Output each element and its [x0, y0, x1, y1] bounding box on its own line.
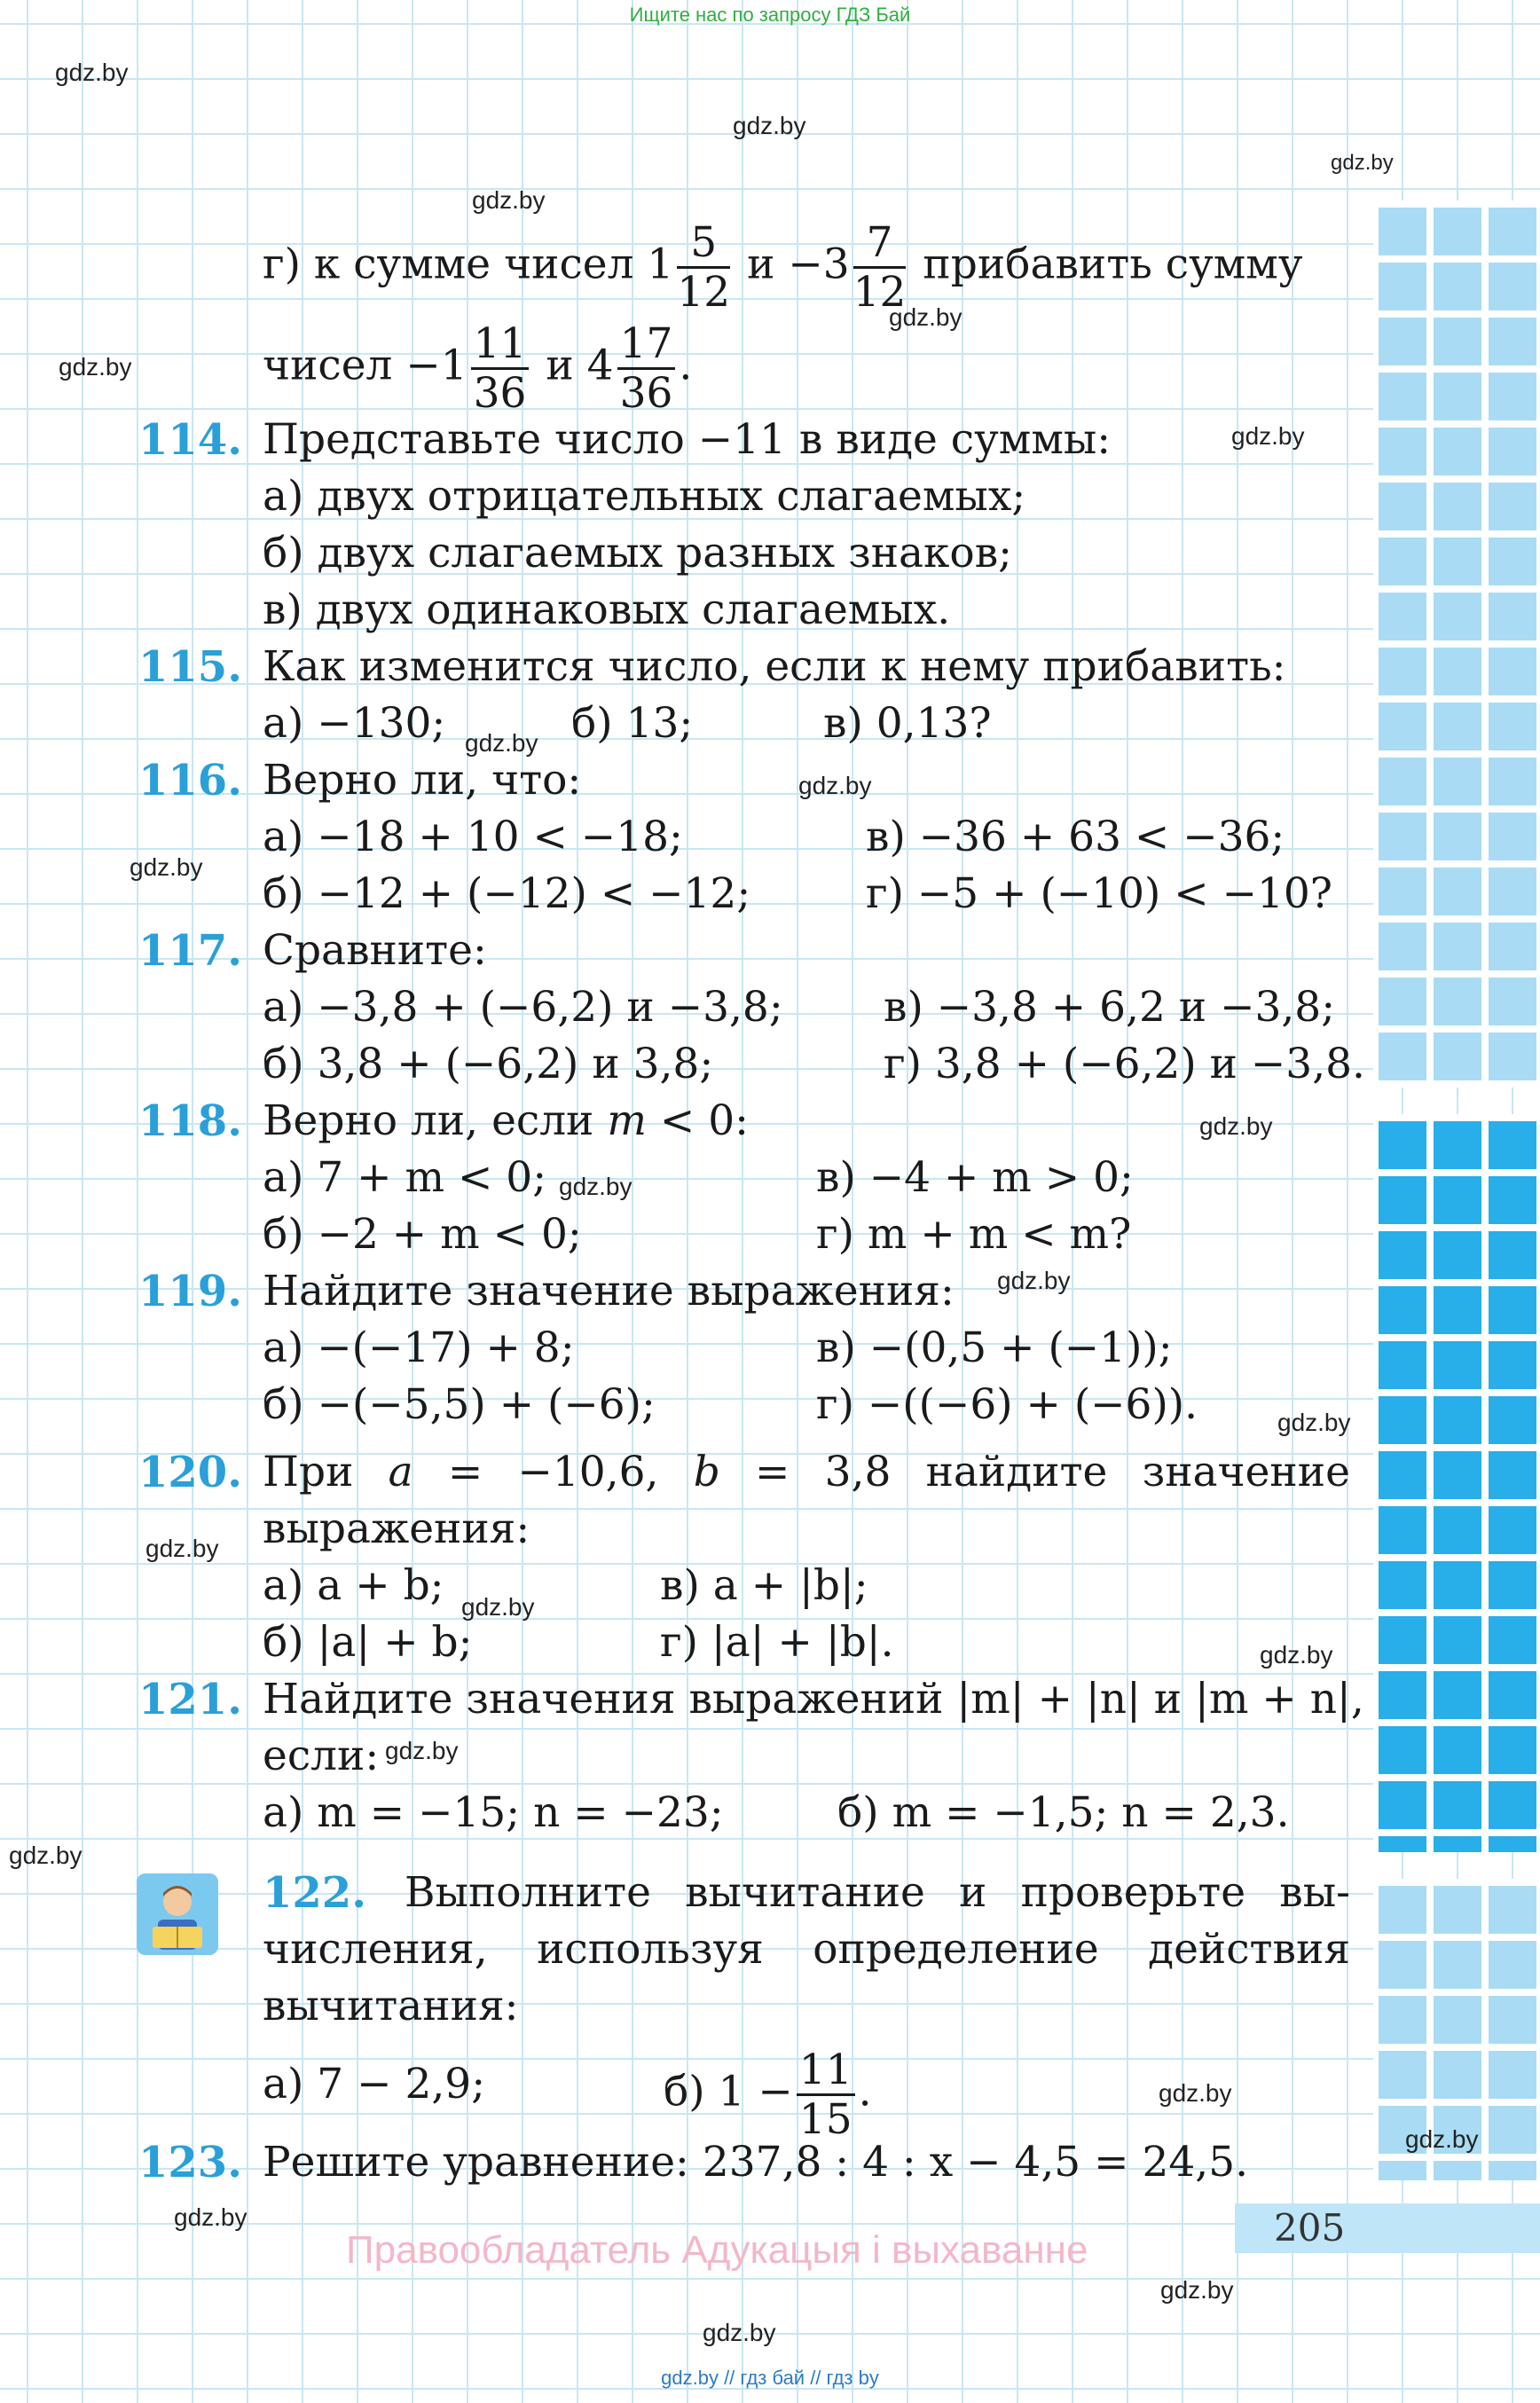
p120-item-b: б) |a| + b; — [263, 1618, 473, 1667]
p122-item-b: б) 1 − $\frac{11}{15}$ . — [664, 2046, 872, 2144]
p121-line2: если: — [263, 1732, 380, 1780]
problem-number-121: 121. — [138, 1675, 242, 1724]
watermark: gdz.by — [733, 112, 806, 139]
p122-line3: вычитания: — [263, 1982, 519, 2030]
p113g-line2: чисел −1 $\frac{11}{36}$ и 4 $\frac{17}{36}$ . — [263, 319, 693, 418]
p115-item-b: б) 13; — [571, 699, 694, 748]
p121-item-a: а) m = −15; n = −23; — [263, 1788, 724, 1837]
watermark: gdz.by — [465, 729, 538, 757]
p114-item-c: в) двух одинаковых слагаемых. — [263, 585, 951, 634]
footer-links[interactable]: gdz.by // гдз бай // гдз by — [661, 2367, 879, 2389]
p120-row1 — [263, 1559, 1350, 1613]
p121-item-b: б) m = −1,5; n = 2,3. — [837, 1788, 1290, 1837]
problem-number-119: 119. — [138, 1267, 242, 1316]
p120-line2: выражения: — [263, 1504, 530, 1553]
watermark: gdz.by — [130, 853, 203, 881]
p117-title: Сравните: — [263, 926, 487, 975]
p118-item-a: а) 7 + m < 0; — [263, 1153, 547, 1202]
p118-title: Верно ли, если m < 0: — [263, 1096, 749, 1145]
p117-row2 — [263, 1038, 1365, 1091]
watermark: gdz.by — [1405, 2125, 1479, 2153]
p120-title: При a = −10,6, b = 3,8 найдите значение — [263, 1448, 1350, 1496]
p118-row2 — [263, 1208, 1350, 1261]
p115-title: Как изменится число, если к нему прибавить: — [263, 642, 1286, 691]
problem-number-117: 117. — [138, 926, 242, 976]
p117-item-v: в) −3,8 + 6,2 и −3,8; — [884, 983, 1336, 1032]
watermark: gdz.by — [559, 1173, 632, 1200]
watermark: gdz.by — [385, 1737, 459, 1764]
fraction: $\frac{11}{15}$ — [797, 2049, 855, 2140]
p119-item-v: в) −(0,5 + (−1)); — [816, 1323, 1173, 1372]
watermark: gdz.by — [1231, 422, 1305, 450]
p120-row2 — [263, 1616, 1350, 1669]
p120-item-g: г) |a| + |b|. — [660, 1618, 894, 1667]
p117-item-g: г) 3,8 + (−6,2) и −3,8. — [884, 1040, 1365, 1088]
p119-row1 — [263, 1322, 1350, 1375]
side-bar-light-top — [1373, 200, 1540, 1088]
copyright-notice: Правообладатель Адукацыя і выхаванне — [346, 2228, 1088, 2272]
p123-title: Решите уравнение: 237,8 : 4 : x − 4,5 = 24,5. — [263, 2138, 1249, 2187]
p119-item-b: б) −(−5,5) + (−6); — [263, 1380, 656, 1429]
p122-item-a: а) 7 − 2,9; — [263, 2060, 486, 2109]
p119-item-g: г) −((−6) + (−6)). — [816, 1380, 1198, 1429]
p121-row1 — [263, 1787, 1350, 1840]
problem-number-115: 115. — [138, 642, 242, 692]
p118-row1 — [263, 1151, 1350, 1205]
p122-line2: числения, используя определение действия — [263, 1925, 1350, 1974]
watermark: gdz.by — [889, 303, 962, 331]
watermark: gdz.by — [55, 59, 129, 86]
p120-item-a: а) a + b; — [263, 1561, 444, 1610]
problem-number-123: 123. — [138, 2138, 242, 2187]
p116-item-g: г) −5 + (−10) < −10? — [866, 869, 1332, 918]
problem-number-116: 116. — [138, 756, 242, 805]
p121-title: Найдите значения выражений |m| + |n| и |m + n|, — [263, 1675, 1364, 1724]
fraction: $\frac{5}{12}$ — [677, 218, 731, 317]
p115-item-a: а) −130; — [263, 699, 446, 748]
p115-item-c: в) 0,13? — [823, 699, 992, 748]
watermark: gdz.by — [174, 2203, 248, 2231]
p115-items — [263, 697, 1350, 750]
p118-item-v: в) −4 + m > 0; — [816, 1153, 1134, 1202]
problem-number-118: 118. — [138, 1096, 242, 1146]
p113g-line1: г) к сумме чисел 1 $\frac{5}{12}$ и −3 $\frac{7}{12}$ прибавить сумму — [263, 218, 1303, 317]
p122-line1: Выполните вычитание и проверьте вы- — [405, 1868, 1350, 1917]
p120-item-v: в) a + |b|; — [660, 1561, 868, 1610]
watermark: gdz.by — [472, 186, 546, 214]
watermark: gdz.by — [1277, 1409, 1351, 1436]
page-number: 205 — [1235, 2203, 1540, 2253]
p116-title: Верно ли, что: — [263, 756, 582, 805]
p118-item-b: б) −2 + m < 0; — [263, 1210, 582, 1259]
problem-number-120: 120. — [138, 1448, 242, 1497]
p122-items — [263, 2046, 1350, 2144]
fraction: $\frac{7}{12}$ — [852, 218, 907, 317]
p117-item-b: б) 3,8 + (−6,2) и 3,8; — [263, 1040, 714, 1088]
watermark: gdz.by — [9, 1842, 82, 1869]
top-banner[interactable]: Ищите нас по запросу ГДЗ Бай — [629, 4, 911, 26]
p114-item-b: б) двух слагаемых разных знаков; — [263, 529, 1013, 577]
p114-item-a: а) двух отрицательных слагаемых; — [263, 472, 1026, 521]
p116-item-v: в) −36 + 63 < −36; — [866, 813, 1285, 861]
p119-item-a: а) −(−17) + 8; — [263, 1323, 575, 1372]
reading-student-icon — [137, 1873, 218, 1955]
p116-item-b: б) −12 + (−12) < −12; — [263, 869, 751, 918]
watermark: gdz.by — [798, 772, 872, 799]
watermark: gdz.by — [1331, 151, 1394, 175]
p117-row1 — [263, 981, 1350, 1034]
p119-title: Найдите значение выражения: — [263, 1267, 955, 1315]
watermark: gdz.by — [1159, 2079, 1232, 2107]
p116-row2 — [263, 868, 1350, 921]
watermark: gdz.by — [145, 1535, 219, 1562]
fraction: $\frac{17}{36}$ — [617, 323, 676, 414]
problem-number-122: 122. — [263, 1868, 366, 1918]
watermark: gdz.by — [1160, 2276, 1234, 2304]
p116-item-a: а) −18 + 10 < −18; — [263, 813, 683, 861]
fraction: $\frac{11}{36}$ — [471, 323, 530, 414]
watermark: gdz.by — [703, 2319, 776, 2346]
p117-item-a: а) −3,8 + (−6,2) и −3,8; — [263, 983, 783, 1032]
p119-row2 — [263, 1378, 1350, 1432]
watermark: gdz.by — [59, 353, 132, 381]
watermark: gdz.by — [461, 1593, 535, 1621]
p116-row1 — [263, 811, 1350, 864]
p118-item-g: г) m + m < m? — [816, 1210, 1132, 1259]
problem-number-114: 114. — [138, 415, 242, 465]
watermark: gdz.by — [997, 1267, 1071, 1294]
watermark: gdz.by — [1260, 1641, 1333, 1669]
watermark: gdz.by — [1199, 1112, 1273, 1140]
side-bar-dark — [1373, 1114, 1540, 1852]
p114-title: Представьте число −11 в виде суммы: — [263, 415, 1112, 464]
